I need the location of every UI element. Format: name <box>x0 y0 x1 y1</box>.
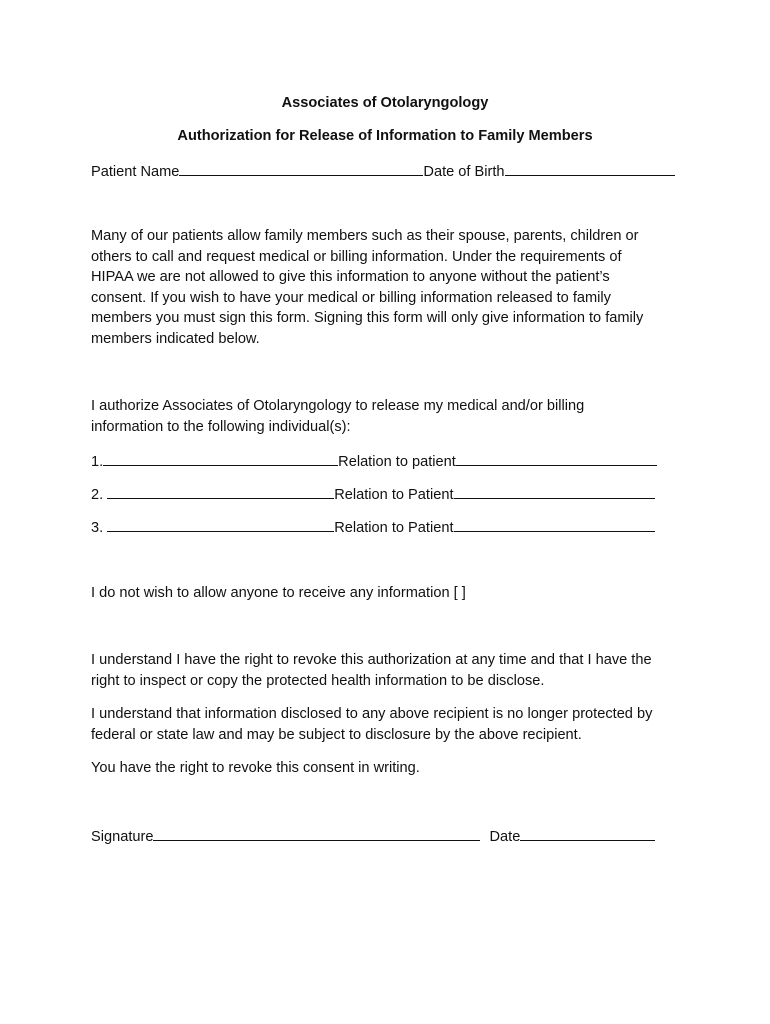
consent-text: You have the right to revoke this consent in writing. <box>91 760 420 776</box>
individual-name-field-2[interactable] <box>107 483 334 499</box>
authorize-line: I authorize Associates of Otolaryngology to release my medical and/or billing <box>91 398 585 414</box>
date-label: Date <box>489 829 521 845</box>
relation-field-2[interactable] <box>454 483 655 499</box>
patient-name-label: Patient Name <box>91 164 180 180</box>
individual-row-2 <box>91 483 655 505</box>
dob-field[interactable] <box>505 160 675 176</box>
intro-line: others to call and request medical or billing information. Under the requirements of <box>91 248 622 265</box>
dob-label: Date of Birth <box>423 164 505 180</box>
individual-number: 1. <box>91 454 104 470</box>
revoke-paragraph <box>91 650 691 691</box>
individual-name-field-3[interactable] <box>107 516 334 532</box>
relation-label: Relation to patient <box>338 454 456 470</box>
intro-line: members you must sign this form. Signing this form will only give information to family <box>91 310 644 326</box>
patient-info-row <box>91 160 675 182</box>
intro-line: Many of our patients allow family members such as their spouse, parents, children or <box>91 228 639 244</box>
date-field[interactable] <box>520 825 655 841</box>
intro-line: HIPAA we are not allowed to give this information to anyone without the patient’s <box>91 269 610 285</box>
authorize-paragraph <box>91 396 691 437</box>
org-name: Associates of Otolaryngology <box>281 95 489 111</box>
relation-field-3[interactable] <box>454 516 655 532</box>
intro-paragraph <box>91 226 691 349</box>
revoke-line: right to inspect or copy the protected health information to be disclose. <box>91 672 545 689</box>
individual-row-1 <box>91 450 657 472</box>
intro-line: members indicated below. <box>91 330 260 347</box>
relation-label: Relation to Patient <box>334 487 454 503</box>
individual-row-3 <box>91 516 655 538</box>
signature-row <box>91 825 655 847</box>
individual-number: 2. <box>91 487 108 503</box>
intro-line: consent. If you wish to have your medical or billing information released to family <box>91 289 611 306</box>
opt-out-checkbox[interactable]: I do not wish to allow anyone to receive any information [ ] <box>91 585 466 601</box>
signature-field[interactable] <box>153 825 480 841</box>
individual-name-field-1[interactable] <box>103 450 338 466</box>
relation-label: Relation to Patient <box>334 520 454 536</box>
disclosure-paragraph <box>91 704 691 745</box>
signature-label: Signature <box>91 829 154 845</box>
authorize-line: information to the following individual(s): <box>91 418 351 435</box>
revoke-line: I understand I have the right to revoke this authorization at any time and that I have the <box>91 652 652 668</box>
individual-number: 3. <box>91 520 108 536</box>
disclosure-line: I understand that information disclosed to any above recipient is no longer protected by <box>91 706 653 722</box>
disclosure-line: federal or state law and may be subject to disclosure by the above recipient. <box>91 726 582 743</box>
form-title: Authorization for Release of Information to Family Members <box>177 128 593 144</box>
relation-field-1[interactable] <box>456 450 657 466</box>
patient-name-field[interactable] <box>179 160 423 176</box>
